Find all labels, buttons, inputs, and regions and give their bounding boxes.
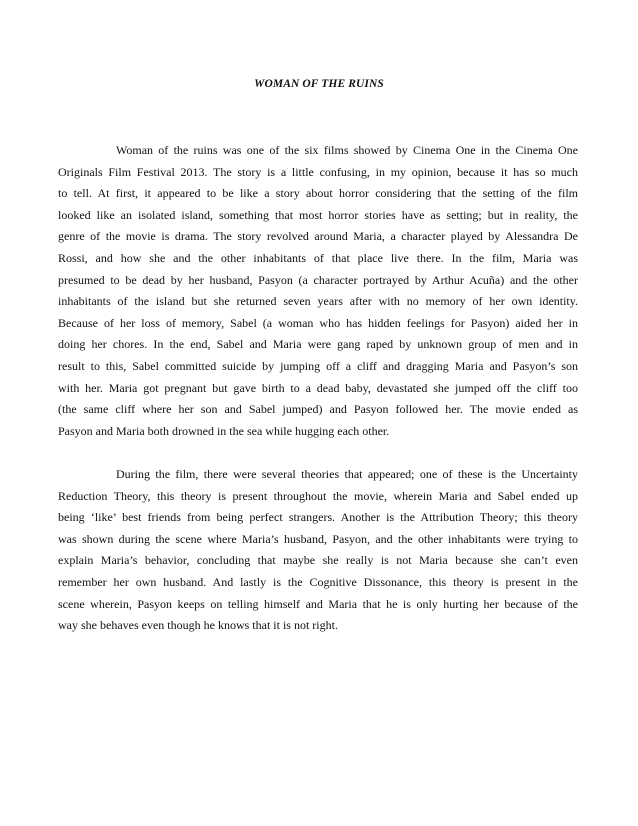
paragraph-line: remember her own husband. And lastly is the Cognitive Dissonance, this theory is present in the [58,574,578,589]
document-title: WOMAN OF THE RUINS [254,78,384,90]
paragraph-line: Reduction Theory, this theory is present throughout the movie, wherein Maria and Sabel ended up [58,488,578,503]
paragraph-line: way she behaves even though he knows that it is not right. [58,618,338,633]
paragraph-line: During the film, there were several theories that appeared; one of these is the Uncertainty [116,467,578,481]
paragraph-line: result to this, Sabel committed suicide by jumping off a cliff and dragging Maria and Pasyon’s son [58,358,578,373]
paragraph-line: Rossi, and how she and the other inhabitants of that place live there. In the film, Maria was [58,250,578,265]
paragraph-line: looked like an isolated island, something that most horror stories have as setting; but in reality, the [58,207,578,222]
paragraph-line: inhabitants of the island but she returned seven years after with no memory of her own identity. [58,294,578,309]
paragraph-line: genre of the movie is drama. The story revolved around Maria, a character played by Alessandra De [58,229,578,244]
paragraph-line: to tell. At first, it appeared to be like a story about horror considering that the setting of the film [58,186,578,201]
paragraph-line: scene wherein, Pasyon keeps on telling himself and Maria that he is only hurting her because of the [58,596,578,611]
paragraph-line: with her. Maria got pregnant but gave birth to a dead baby, devastated she jumped off the cliff too [58,380,578,395]
paragraph-line: Originals Film Festival 2013. The story is a little confusing, in my opinion, because it has so much [58,164,578,179]
paragraph-line: explain Maria’s behavior, concluding that maybe she really is not Maria because she can’t even [58,553,578,568]
paragraph-line: was shown during the scene where Maria’s husband, Pasyon, and the other inhabitants were trying to [58,531,578,546]
paragraph-1 [58,140,578,442]
paragraph-line: Because of her loss of memory, Sabel (a woman who has hidden feelings for Pasyon) aided her in [58,315,578,330]
paragraph-line: (the same cliff where her son and Sabel jumped) and Pasyon followed her. The movie ended as [58,402,578,417]
paragraph-line: Pasyon and Maria both drowned in the sea while hugging each other. [58,423,390,438]
paragraph-line: Woman of the ruins was one of the six films showed by Cinema One in the Cinema One [116,143,578,157]
paragraph-line: doing her chores. In the end, Sabel and Maria were gang raped by unknown group of men and in [58,337,578,352]
paragraph-line: presumed to be dead by her husband, Pasyon (a character portrayed by Arthur Acuña) and the other [58,272,578,287]
paragraph-line: being ‘like’ best friends from being perfect strangers. Another is the Attribution Theory; this theory [58,510,578,525]
paragraph-2 [58,464,578,637]
